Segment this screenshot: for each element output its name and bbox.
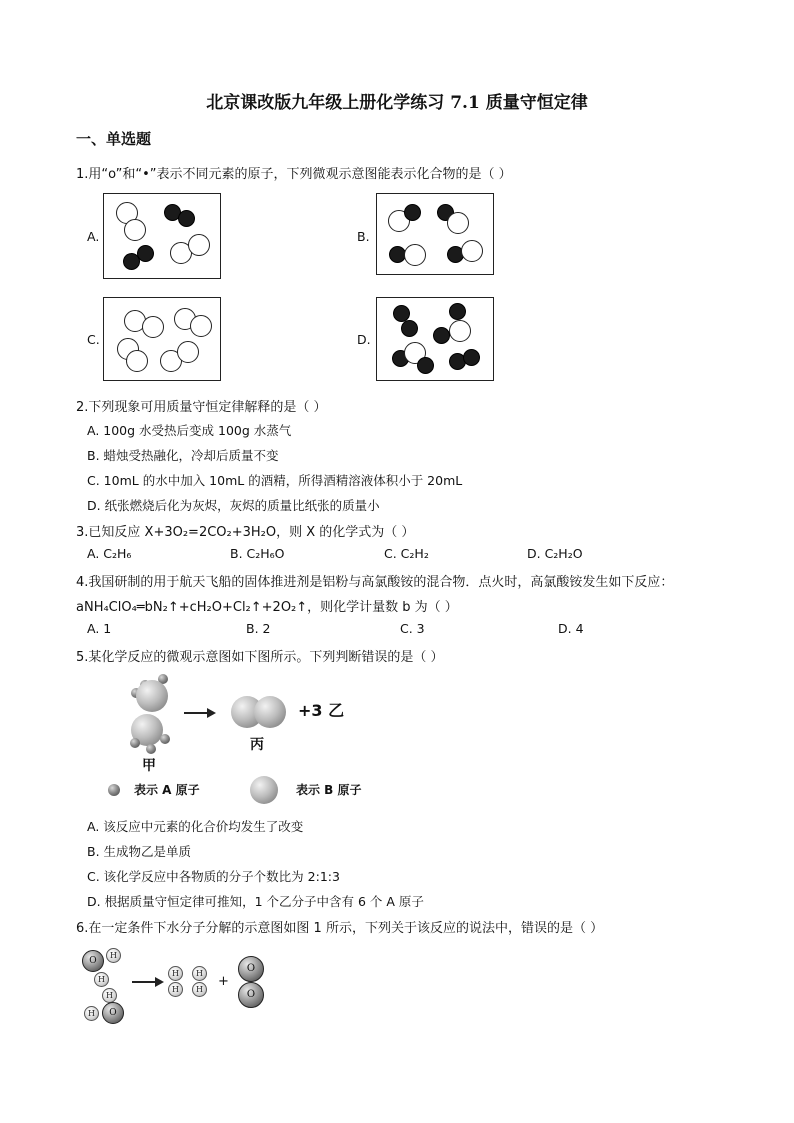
product-plus-text: +3 乙 [298, 701, 345, 720]
black-atom [433, 327, 450, 344]
q4-option-b: B. 2 [246, 621, 271, 636]
h-atom: H [192, 982, 207, 997]
q2-option-a: A. 100g 水受热后变成 100g 水蒸气 [87, 423, 292, 438]
q4-option-d: D. 4 [558, 621, 584, 636]
black-atom [449, 303, 466, 320]
h-atom: H [106, 948, 121, 963]
q3-option-b: B. C₂H₆O [230, 546, 285, 561]
h-atom: H [94, 972, 109, 987]
q1-label-b: B. [357, 229, 370, 244]
b-atom [254, 696, 286, 728]
o-atom: O [238, 982, 264, 1008]
q2-option-d: D. 纸张燃烧后化为灰烬，灰烬的质量比纸张的质量小 [87, 498, 380, 513]
q3-option-d: D. C₂H₂O [527, 546, 583, 561]
black-atom [417, 357, 434, 374]
product-label: 丙 [250, 737, 264, 753]
white-atom [124, 219, 146, 241]
q4-option-a: A. 1 [87, 621, 112, 636]
q2-option-b: B. 蜡烛受热融化，冷却后质量不变 [87, 448, 279, 463]
h-atom: H [102, 988, 117, 1003]
white-atom [447, 212, 469, 234]
o-atom: O [238, 956, 264, 982]
q1-option-b-diagram [376, 193, 494, 275]
section-heading: 一、单选题 [76, 130, 152, 148]
white-atom [177, 341, 199, 363]
a-atom [160, 734, 170, 744]
q1-label-c: C. [87, 332, 100, 347]
plus-sign: + [218, 974, 229, 989]
q5-option-b: B. 生成物乙是单质 [87, 844, 192, 859]
b-atom [136, 680, 168, 712]
o-atom: O [102, 1002, 124, 1024]
question-6-stem: 6.在一定条件下水分子分解的示意图如图 1 所示，下列关于该反应的说法中，错误的是（ ） [76, 921, 604, 936]
h-atom: H [192, 966, 207, 981]
question-3-stem: 3.已知反应 X+3O₂=2CO₂+3H₂O，则 X 的化学式为（ ） [76, 525, 415, 540]
white-atom [449, 320, 471, 342]
black-atom [463, 349, 480, 366]
q3-option-c: C. C₂H₂ [384, 546, 429, 561]
reaction-arrow [184, 712, 214, 714]
white-atom [126, 350, 148, 372]
white-atom [461, 240, 483, 262]
legend-b-text: 表示 B 原子 [296, 783, 362, 797]
q1-label-a: A. [87, 229, 100, 244]
legend-b-atom [250, 776, 278, 804]
q3-option-a: A. C₂H₆ [87, 546, 132, 561]
white-atom [190, 315, 212, 337]
black-atom [401, 320, 418, 337]
q2-option-c: C. 10mL 的水中加入 10mL 的酒精，所得酒精溶液体积小于 20mL [87, 473, 463, 488]
white-atom [188, 234, 210, 256]
question-4-stem-line-2: aNH₄ClO₄═bN₂↑+cH₂O+Cl₂↑+2O₂↑，则化学计量数 b 为（ ） [76, 600, 458, 615]
o-atom: O [82, 950, 104, 972]
h-atom: H [168, 982, 183, 997]
a-atom [130, 738, 140, 748]
black-atom [137, 245, 154, 262]
q5-reaction-diagram [100, 668, 400, 802]
question-1-stem: 1.用“o”和“•”表示不同元素的原子，下列微观示意图能表示化合物的是（ ） [76, 167, 512, 182]
q1-option-a-diagram [103, 193, 221, 279]
q4-option-c: C. 3 [400, 621, 425, 636]
page-title: 北京课改版九年级上册化学练习 7.1 质量守恒定律 [206, 93, 588, 113]
q5-option-a: A. 该反应中元素的化合价均发生了改变 [87, 819, 304, 834]
question-5-stem: 5.某化学反应的微观示意图如下图所示。下列判断错误的是（ ） [76, 650, 444, 665]
black-atom [178, 210, 195, 227]
h-atom: H [168, 966, 183, 981]
reaction-arrow [132, 981, 162, 983]
q5-option-d: D. 根据质量守恒定律可推知，1 个乙分子中含有 6 个 A 原子 [87, 894, 424, 909]
black-atom [404, 204, 421, 221]
q1-label-d: D. [357, 332, 371, 347]
question-4-stem-line-1: 4.我国研制的用于航天飞船的固体推进剂是铝粉与高氯酸铵的混合物．点火时，高氯酸铵发生如下反应： [76, 575, 674, 590]
h-atom: H [84, 1006, 99, 1021]
q1-option-d-diagram [376, 297, 494, 381]
q1-option-c-diagram [103, 297, 221, 381]
reactant-label: 甲 [142, 758, 156, 774]
q5-option-c: C. 该化学反应中各物质的分子个数比为 2:1:3 [87, 869, 340, 884]
q6-reaction-diagram [76, 944, 276, 1030]
legend-a-text: 表示 A 原子 [134, 783, 200, 797]
legend-a-atom [108, 784, 120, 796]
question-2-stem: 2.下列现象可用质量守恒定律解释的是（ ） [76, 400, 327, 415]
white-atom [404, 244, 426, 266]
a-atom [146, 744, 156, 754]
white-atom [142, 316, 164, 338]
